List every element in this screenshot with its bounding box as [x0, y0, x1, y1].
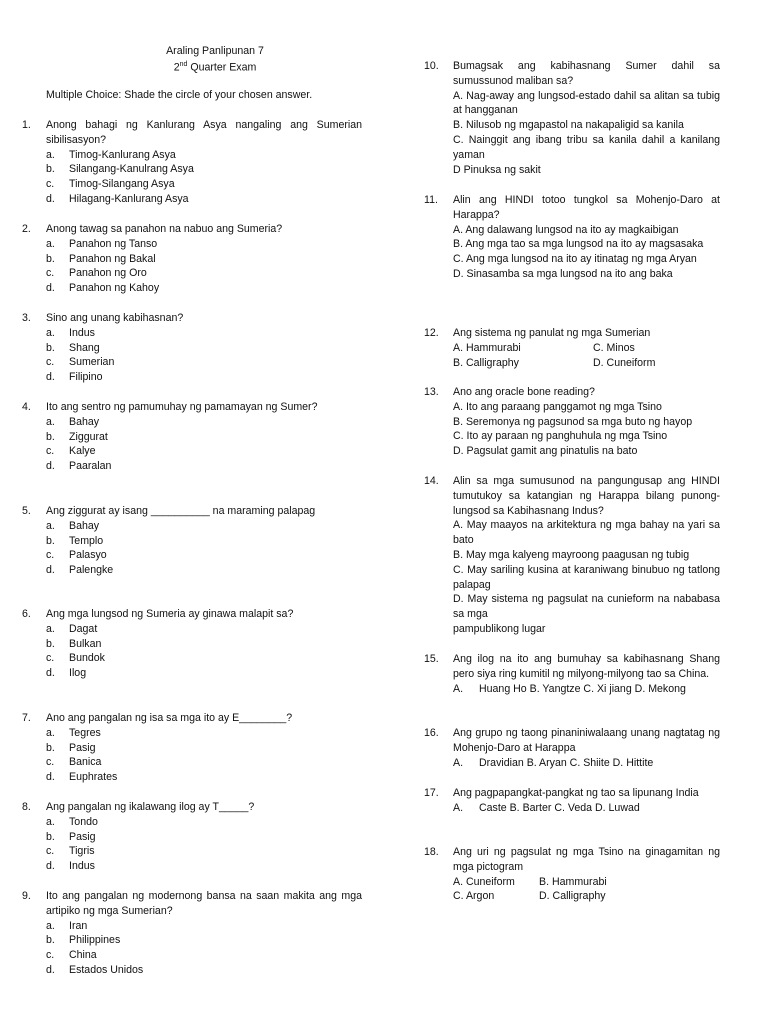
option-text: Panahon ng Oro: [69, 267, 147, 280]
question-12: [424, 326, 720, 370]
option-text: Ilog: [69, 667, 87, 680]
option[interactable]: B. Hammurabi: [539, 875, 607, 888]
question-number: 3.: [22, 312, 31, 324]
option-letter: a.: [46, 519, 55, 532]
question-7: [0, 711, 362, 785]
question-number: 17.: [424, 787, 439, 799]
option[interactable]: [0, 148, 362, 163]
question-number: 1.: [22, 119, 31, 131]
exam-ordinal-suffix: nd: [179, 61, 188, 68]
option-letter: d.: [46, 371, 55, 384]
option[interactable]: A. May maayos na arkitektura ng mga bahay na yari sa bato: [453, 519, 720, 547]
option[interactable]: [0, 370, 362, 385]
question-15: [424, 652, 720, 696]
option-text: Pasig: [69, 741, 96, 754]
question-text: Ano ang oracle bone reading?: [453, 386, 595, 398]
option-letter: b.: [46, 934, 55, 947]
question-text: Ito ang pangalan ng modernong bansa na saan makita ang mga artipiko ng mga Sumerian?: [46, 890, 362, 917]
option-letter: d.: [46, 192, 55, 205]
option-text: Tegres: [69, 726, 101, 739]
option[interactable]: [0, 444, 362, 459]
option[interactable]: C. Ang mga lungsod na ito ay itinatag ng mga Aryan: [453, 253, 697, 266]
option[interactable]: [0, 355, 362, 370]
option-letter: d.: [46, 963, 55, 976]
question-5: [0, 504, 362, 578]
option-continued: pampublikong lugar: [453, 622, 546, 635]
option[interactable]: [0, 651, 362, 666]
question-14: [424, 474, 720, 637]
question-9: [0, 889, 362, 978]
question-number: 6.: [22, 608, 31, 620]
question-13: [424, 385, 720, 459]
question-text: Ang pagpapangkat-pangkat ng tao sa lipunang India: [453, 787, 699, 799]
option-text: Ziggurat: [69, 430, 108, 443]
question-number: 7.: [22, 712, 31, 724]
option[interactable]: C. Argon: [453, 890, 495, 903]
option-letter: b.: [46, 830, 55, 843]
question-11: [424, 193, 720, 282]
option[interactable]: [0, 563, 362, 578]
question-text: Ang pangalan ng ikalawang ilog ay T_____?: [46, 801, 255, 813]
option-text: China: [69, 949, 97, 962]
option-text: Hilagang-Kanlurang Asya: [69, 192, 189, 205]
option-text: Euphrates: [69, 771, 118, 784]
question-text: Ang ilog na ito ang bumuhay sa kabihasnang Shang pero siya ring kumitil ng milyong-milyong tao sa China.: [453, 653, 720, 680]
option[interactable]: [0, 815, 362, 830]
exam-title: [105, 58, 325, 75]
option[interactable]: [0, 341, 362, 356]
option-letter: b.: [46, 637, 55, 650]
option-letter: d.: [46, 860, 55, 873]
question-18: [424, 845, 720, 904]
question-6: [0, 607, 362, 681]
options-line[interactable]: [430, 801, 720, 816]
option-letter: a.: [46, 326, 55, 339]
option-text: Silangang-Kanulrang Asya: [69, 163, 194, 176]
option[interactable]: [0, 770, 362, 785]
option-letter: A.: [453, 756, 464, 769]
options-text: Caste B. Barter C. Veda D. Luwad: [479, 801, 640, 814]
option[interactable]: [0, 430, 362, 445]
option[interactable]: [0, 741, 362, 756]
option[interactable]: B. May mga kalyeng mayroong paagusan ng tubig: [453, 548, 690, 561]
option-letter: c.: [46, 949, 55, 962]
question-text: Ano ang pangalan ng isa sa mga ito ay E________?: [46, 712, 293, 724]
option-text: Tondo: [69, 815, 98, 828]
option-letter: c.: [46, 445, 55, 458]
option-text: Pasig: [69, 830, 96, 843]
option[interactable]: C. Nainggit ang ibang tribu sa kanila dahil a kanilang yaman: [453, 133, 720, 161]
option[interactable]: [0, 177, 362, 192]
option[interactable]: [0, 459, 362, 474]
option[interactable]: A. Hammurabi: [453, 341, 521, 354]
option-letter: a.: [46, 148, 55, 161]
option-letter: d.: [46, 771, 55, 784]
option-row: [430, 356, 720, 371]
option[interactable]: [0, 266, 362, 281]
option-letter: b.: [46, 534, 55, 547]
question-text: Ang sistema ng panulat ng mga Sumerian: [453, 327, 651, 339]
question-16: [424, 726, 720, 770]
option[interactable]: [0, 519, 362, 534]
option[interactable]: [0, 844, 362, 859]
option[interactable]: D. May sistema ng pagsulat na cunieform na nababasa sa mga: [453, 593, 720, 621]
options-line[interactable]: [430, 682, 720, 697]
options-line[interactable]: [430, 756, 720, 771]
question-text: Anong bahagi ng Kanlurang Asya nangaling ang Sumerian sibilisasyon?: [46, 119, 362, 146]
option-letter: A.: [453, 682, 464, 695]
question-number: 10.: [424, 60, 439, 72]
question-number: 2.: [22, 223, 31, 235]
option-letter: d.: [46, 282, 55, 295]
question-number: 18.: [424, 846, 439, 858]
option[interactable]: A. Nag-away ang lungsod-estado dahil sa alitan sa tubig at hangganan: [453, 89, 720, 117]
question-text: Ang uri ng pagsulat ng mga Tsino na ginagamitan ng mga pictogram: [453, 846, 720, 873]
question-3: [0, 311, 362, 385]
option[interactable]: B. Calligraphy: [453, 356, 519, 369]
option-text: Philippines: [69, 934, 121, 947]
option-letter: c.: [46, 267, 55, 280]
option[interactable]: [0, 963, 362, 978]
option-letter: d.: [46, 564, 55, 577]
option-text: Panahon ng Kahoy: [69, 282, 160, 295]
option[interactable]: B. Seremonya ng pagsunod sa mga buto ng hayop: [453, 415, 693, 428]
option[interactable]: [0, 933, 362, 948]
option-letter: a.: [46, 726, 55, 739]
option-letter: c.: [46, 356, 55, 369]
option-letter: a.: [46, 919, 55, 932]
option-text: Bundok: [69, 652, 105, 665]
option-letter: a.: [46, 415, 55, 428]
option-letter: b.: [46, 252, 55, 265]
option[interactable]: D. Calligraphy: [539, 890, 606, 903]
option[interactable]: [0, 919, 362, 934]
option-letter: c.: [46, 756, 55, 769]
option[interactable]: C. May sariling kusina at karaniwang binubuo ng tatlong palapag: [453, 563, 720, 591]
option[interactable]: A. Ang dalawang lungsod na ito ay magkaibigan: [453, 223, 679, 236]
option-text: Palasyo: [69, 549, 107, 562]
exam-subject: Araling Panlipunan 7: [166, 45, 264, 57]
option-text: Bahay: [69, 519, 100, 532]
option[interactable]: A. Cuneiform: [453, 875, 515, 888]
left-column: [22, 118, 362, 207]
question-number: 8.: [22, 801, 31, 813]
option-letter: A.: [453, 801, 464, 814]
option-text: Banica: [69, 756, 102, 769]
option-text: Panahon ng Bakal: [69, 252, 156, 265]
option[interactable]: [0, 281, 362, 296]
option[interactable]: [0, 755, 362, 770]
option-letter: b.: [46, 741, 55, 754]
option[interactable]: [0, 534, 362, 549]
question-1: [0, 118, 362, 207]
option-row: [430, 341, 720, 356]
question-10: [424, 59, 720, 177]
question-4: [0, 400, 362, 474]
option[interactable]: [0, 859, 362, 874]
option[interactable]: [0, 637, 362, 652]
option-text: Panahon ng Tanso: [69, 237, 158, 250]
option[interactable]: [0, 726, 362, 741]
option[interactable]: [0, 548, 362, 563]
option-letter: a.: [46, 815, 55, 828]
question-8: [0, 800, 362, 874]
option-letter: a.: [46, 237, 55, 250]
option-row: [430, 875, 720, 890]
option[interactable]: [0, 830, 362, 845]
question-text: Ito ang sentro ng pamumuhay ng pamamayan ng Sumer?: [46, 401, 318, 413]
option[interactable]: [0, 415, 362, 430]
option[interactable]: B. Nilusob ng mgapastol na nakapaligid sa kanila: [453, 119, 684, 132]
option-letter: c.: [46, 652, 55, 665]
option-text: Palengke: [69, 564, 114, 577]
option[interactable]: [0, 162, 362, 177]
option-letter: a.: [46, 622, 55, 635]
option[interactable]: [0, 666, 362, 681]
question-text: Anong tawag sa panahon na nabuo ang Sumeria?: [46, 223, 283, 235]
option-text: Bahay: [69, 415, 100, 428]
question-number: 11.: [424, 194, 438, 206]
option[interactable]: D. Cuneiform: [593, 356, 656, 369]
option[interactable]: [0, 252, 362, 267]
option[interactable]: [0, 948, 362, 963]
option-text: Indus: [69, 326, 95, 339]
question-text: Bumagsak ang kabihasnang Sumer dahil sa sumussunod maliban sa?: [453, 60, 720, 87]
option-letter: b.: [46, 430, 55, 443]
options-text: Dravidian B. Aryan C. Shiite D. Hittite: [479, 756, 654, 769]
option-letter: b.: [46, 163, 55, 176]
option[interactable]: [0, 237, 362, 252]
question-number: 16.: [424, 727, 439, 739]
option[interactable]: [0, 326, 362, 341]
option-text: Filipino: [69, 371, 103, 384]
question-number: 12.: [424, 327, 439, 339]
option-text: Shang: [69, 341, 100, 354]
question-text: Ang grupo ng taong pinaniniwalaang unang nagtatag ng Mohenjo-Daro at Harappa: [453, 727, 720, 754]
option[interactable]: D. Sinasamba sa mga lungsod na ito ang baka: [453, 267, 673, 280]
question-text: Alin ang HINDI totoo tungkol sa Mohenjo-Daro at Harappa?: [453, 194, 720, 221]
option-letter: c.: [46, 178, 55, 191]
option-text: Timog-Silangang Asya: [69, 178, 175, 191]
options-text: Huang Ho B. Yangtze C. Xi jiang D. Mekong: [479, 682, 686, 695]
option-text: Kalye: [69, 445, 96, 458]
option[interactable]: C. Ito ay paraan ng panghuhula ng mga Tsino: [453, 430, 668, 443]
option[interactable]: C. Minos: [593, 341, 635, 354]
option[interactable]: A. Ito ang paraang panggamot ng mga Tsino: [453, 400, 662, 413]
option-text: Bulkan: [69, 637, 102, 650]
question-number: 4.: [22, 401, 31, 413]
question-number: 13.: [424, 386, 439, 398]
option-text: Paaralan: [69, 460, 112, 473]
option[interactable]: D. Pagsulat gamit ang pinatulis na bato: [453, 445, 638, 458]
option-letter: d.: [46, 667, 55, 680]
option-text: Timog-Kanlurang Asya: [69, 148, 176, 161]
option-text: Iran: [69, 919, 88, 932]
option-row: [430, 889, 720, 904]
instructions: Multiple Choice: Shade the circle of your chosen answer.: [46, 89, 313, 101]
option-text: Templo: [69, 534, 104, 547]
option-text: Estados Unidos: [69, 963, 144, 976]
option-text: Dagat: [69, 622, 98, 635]
question-text: Sino ang unang kabihasnan?: [46, 312, 184, 324]
option-letter: b.: [46, 341, 55, 354]
question-text: Ang ziggurat ay isang __________ na maraming palapag: [46, 505, 316, 517]
option[interactable]: [0, 622, 362, 637]
question-number: 5.: [22, 505, 31, 517]
option-text: Sumerian: [69, 356, 115, 369]
option[interactable]: D Pinuksa ng sakit: [453, 163, 541, 176]
option[interactable]: [0, 192, 362, 207]
exam-quarter-label: Quarter Exam: [190, 61, 257, 74]
option-text: Tigris: [69, 845, 95, 858]
question-number: 9.: [22, 890, 31, 902]
option[interactable]: B. Ang mga tao sa mga lungsod na ito ay magsasaka: [453, 238, 704, 251]
option-text: Indus: [69, 860, 95, 873]
question-number: 14.: [424, 475, 439, 487]
question-number: 15.: [424, 653, 439, 665]
option-letter: c.: [46, 549, 55, 562]
option-letter: c.: [46, 845, 55, 858]
question-17: [424, 786, 720, 816]
exam-ordinal: 2: [173, 61, 180, 74]
question-text: Alin sa mga sumusunod na pangungusap ang HINDI tumutukoy sa katangian ng Harappa bilang punong-lungsod sa Kabihasnang Indus?: [453, 475, 720, 517]
question-text: Ang mga lungsod ng Sumeria ay ginawa malapit sa?: [46, 608, 294, 620]
question-2: [0, 222, 362, 296]
option-letter: d.: [46, 460, 55, 473]
